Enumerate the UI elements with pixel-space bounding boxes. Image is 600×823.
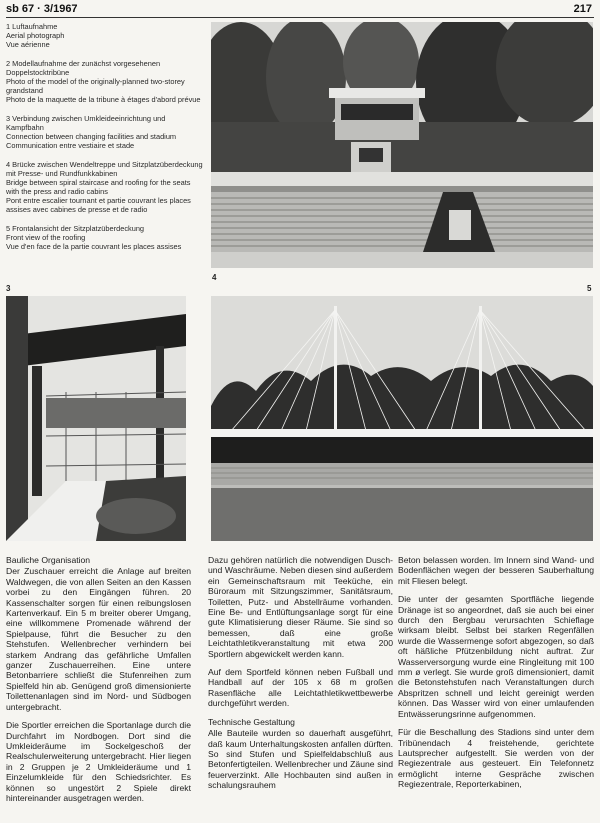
section-heading: Technische Gestaltung <box>208 716 295 727</box>
caption-1 <box>6 22 204 49</box>
text-column-1 <box>6 555 191 811</box>
caption-line: 3 Verbindung zwischen Umkleideeinrichtung und Kampfbahn <box>6 114 166 132</box>
caption-line: Photo of the model of the originally-planned two-storey grandstand <box>6 77 185 95</box>
caption-line: Vue d'en face de la partie couvrant les places assises <box>6 242 182 251</box>
page-number: 217 <box>573 3 592 15</box>
photo-connection <box>6 296 186 541</box>
paragraph: Dazu gehören natürlich die notwendigen Dusch- und Waschräume. Neben diesen sind außerdem ein Gemeinschaftsraum mit Teeküche, ein Büroraum mit Sitzungszimmer, Sanitätsraum, Toiletten, Putz- und Abstellräume vorhanden. Eine Be- und Entlüftungsanlage sorgt für eine gute Klimatisierung dieser Räume. Sie sind so bemessen, daß eine große Leichtathletikveranstaltung mit etwa 200 Sportlern abgewickelt werden kann. <box>208 555 393 659</box>
figure-number-5: 5 <box>587 284 592 293</box>
caption-3 <box>6 114 204 150</box>
caption-line: 4 Brücke zwischen Wendeltreppe und Sitzplatzüberdeckung mit Presse- und Rundfunkkabinen <box>6 160 203 178</box>
caption-line: Aerial photograph <box>6 31 65 40</box>
caption-line: Pont entre escalier tournant et partie couvrant les places assises avec cabines de presse et de radio <box>6 196 191 214</box>
section-heading: Bauliche Organisation <box>6 555 91 565</box>
photo-grandstand-bridge <box>211 22 593 268</box>
text-column-2 <box>208 555 393 799</box>
caption-line: Vue aérienne <box>6 40 50 49</box>
figure-number-4: 4 <box>212 273 217 282</box>
paragraph: Beton belassen worden. Im Innern sind Wand- und Bodenflächen wegen der besseren Sauberhaltung mit Fliesen belegt. <box>398 555 594 586</box>
figure-number-3: 3 <box>6 284 11 293</box>
caption-line: 2 Modellaufnahme der zunächst vorgesehenen Doppelstocktribüne <box>6 59 161 77</box>
caption-line: Bridge between spiral staircase and roofing for the seats with the press and radio cabins <box>6 178 191 196</box>
caption-4 <box>6 160 204 214</box>
photo-roof-front-image <box>211 296 593 541</box>
photo-grandstand-bridge-image <box>211 22 593 268</box>
paragraph: Für die Beschallung des Stadions sind unter dem Tribünendach 4 freistehende, gerichtete Lautsprecher aufgestellt. Sie werden von der Regiezentrale aus gesteuert. Ein Telefonnetz ermöglicht interne Gespräche zwischen Regiezentrale, Reporterkabinen, <box>398 727 594 790</box>
text-column-3 <box>398 555 594 798</box>
caption-line: 1 Luftaufnahme <box>6 22 58 31</box>
paragraph: Die Sportler erreichen die Sportanlage durch die Durchfahrt im Nordbogen. Dort sind die Umkleideräume im Sockelgeschoß der Realschulerweiterung untergebracht. Hier liegen in 2 Gruppen je 2 Umkleideräume und 1 Einzelumkleide für den Schiedsrichter. Es können so ungestört 2 Spiele direkt hintereinander ausgetragen werden. <box>6 720 191 803</box>
photo-connection-image <box>6 296 186 541</box>
paragraph: Der Zuschauer erreicht die Anlage auf breiten Waldwegen, die von allen Seiten an den Kassen vorbei zu den Eingängen führen. 20 Kassenschalter sorgen für einen reibungslosen Kartenverkauf. Ein 5 m breiter oberer Umgang, eine willkommene Promenade während der Spielpause, führt die Besucher zu den Stehstufen. Wellenbrecher verhindern bei starkem Andrang das gefährliche Umfallen ganzer Zuschauerreihen. Eine untere Betonbarriere schließt die Stufenreihen zum Spielfeld hin ab. Genügend groß dimensionierte Toilettenanlagen sind im Nord- und Südbogen untergebracht. <box>6 566 191 712</box>
caption-line: Connection between changing facilities and stadium <box>6 132 177 141</box>
journal-issue: sb 67 · 3/1967 <box>6 3 78 15</box>
caption-line: Front view of the roofing <box>6 233 86 242</box>
caption-5 <box>6 224 204 251</box>
paragraph: Die unter der gesamten Sportfläche liegende Dränage ist so angeordnet, daß sie auch bei einer durch den Bergbau verursachten Schieflage wirksam bleibt. Selbst bei starken Regenfällen wurde die Wassermenge sofort abgezogen, so daß oft häßliche Pfützenbildung nicht auftrat. Zur Wasserversorgung wurde eine Ringleitung mit 100 mm ø verlegt. Sie wurde groß dimensioniert, damit die Betonstehstufen nach Veranstaltungen durch Abspritzen schnell und leicht gereinigt werden können. Das Wasser wird von einer umlaufenden Entwässerungsrinne aufgenommen. <box>398 594 594 719</box>
caption-line: Communication entre vestiaire et stade <box>6 141 135 150</box>
caption-line: 5 Frontalansicht der Sitzplatzüberdeckung <box>6 224 145 233</box>
figure-captions <box>6 22 204 261</box>
paragraph: Alle Bauteile wurden so dauerhaft ausgeführt, daß kaum Unterhaltungskosten anfallen dürften. So sind Stufen und Spielfeldabschluß aus Betonfertigteilen. Wellenbrecher und Zäune sind feuerverzinkt. Alle Hochbauten sind außen in schalungsrauhem <box>208 728 393 791</box>
header-rule <box>6 17 594 18</box>
caption-line: Photo de la maquette de la tribune à étages d'abord prévue <box>6 95 201 104</box>
caption-2 <box>6 59 204 104</box>
paragraph: Auf dem Sportfeld können neben Fußball und Handball auf der 105 x 68 m großen Rasenfläche alle Leichtathletikwettbewerbe durchgeführt werden. <box>208 667 393 709</box>
photo-roof-front <box>211 296 593 541</box>
